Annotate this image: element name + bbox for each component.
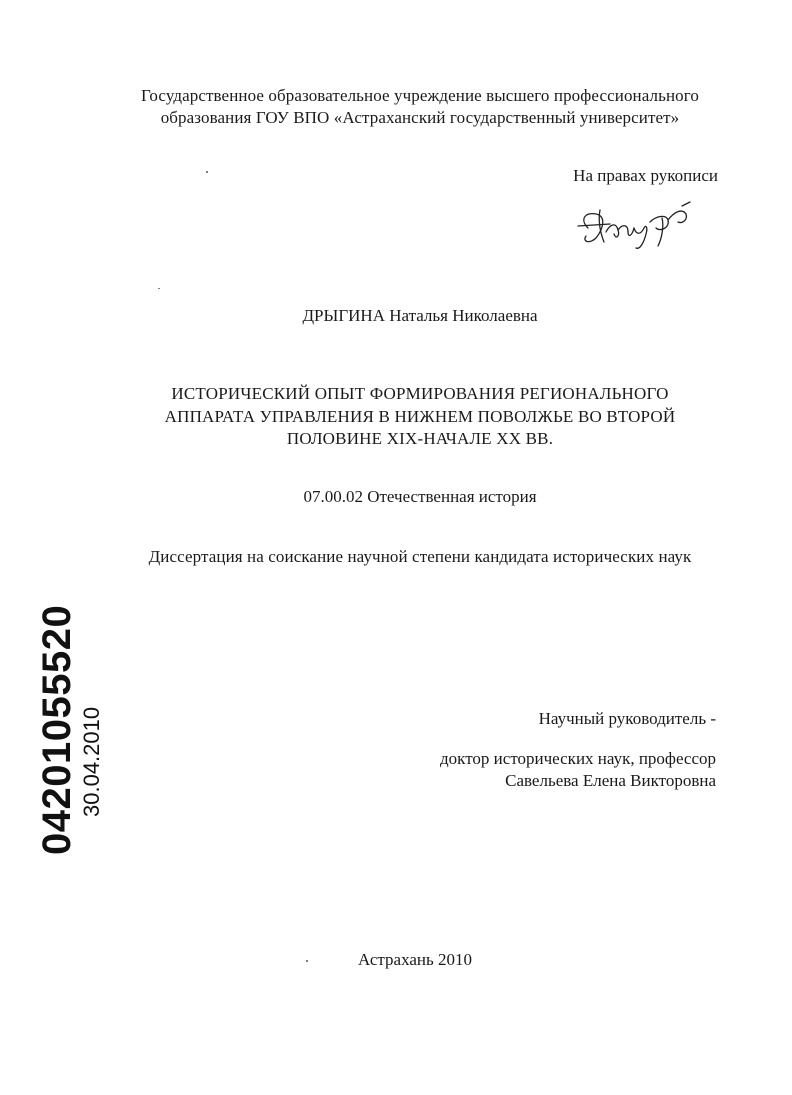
- specialty-code: 07.00.02 Отечественная история: [303, 487, 537, 506]
- institution-line-2: образования ГОУ ВПО «Астраханский государственный университет»: [160, 108, 680, 127]
- scan-speck: [158, 288, 160, 289]
- institution-line-1: Государственное образовательное учреждение высшего профессионального: [140, 86, 700, 105]
- title-line-2: АППАРАТА УПРАВЛЕНИЯ В НИЖНЕМ ПОВОЛЖЬЕ ВО ВТОРОЙ: [164, 406, 676, 426]
- scan-speck: [306, 960, 308, 962]
- stamp-code: 04201055520: [35, 604, 79, 855]
- title-line-3: ПОЛОВИНЕ XIX-НАЧАЛЕ XX ВВ.: [286, 429, 554, 448]
- dissertation-title: [110, 383, 730, 451]
- supervisor-degree: доктор исторических наук, профессор: [440, 749, 716, 768]
- supervisor-label: Научный руководитель -: [538, 709, 716, 728]
- signature-icon: [570, 198, 700, 258]
- city-year: Астрахань 2010: [357, 950, 472, 969]
- rights-note: На правах рукописи: [573, 166, 718, 185]
- archive-stamp: [35, 604, 125, 1095]
- institution-header: [100, 85, 740, 129]
- scan-speck: [206, 171, 208, 173]
- author-name: ДРЫГИНА Наталья Николаевна: [302, 306, 538, 325]
- stamp-date: 30.04.2010: [79, 706, 104, 817]
- title-line-1: ИСТОРИЧЕСКИЙ ОПЫТ ФОРМИРОВАНИЯ РЕГИОНАЛЬНОГО: [171, 384, 669, 403]
- supervisor-name: Савельева Елена Викторовна: [505, 771, 716, 790]
- degree-statement: Диссертация на соискание научной степени кандидата исторических наук: [148, 547, 692, 566]
